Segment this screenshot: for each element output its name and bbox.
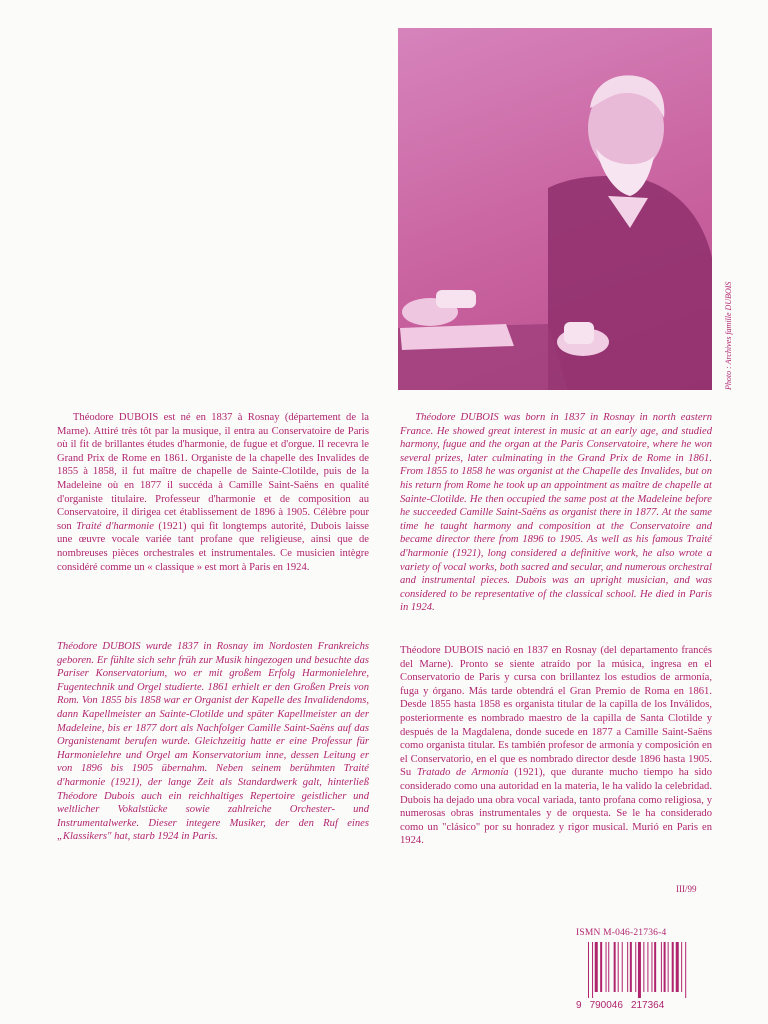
barcode-bar (654, 942, 656, 992)
barcode-bar (685, 942, 686, 998)
spanish-book-title: Tratado de Armonía (416, 767, 509, 779)
german-text: Théodore DUBOIS wurde 1837 in Rosnay im Nordosten Frankreichs geboren. Er fühlte sich sehr früh zur Musik hingezogen und besuchte das Pariser Konservatorium, wo er mit großem Erfolg Harmonielehre, Fugentechnik und Orgel studierte. 1861 erhielt er den Großen Preis von Rom. Von 1855 bis 1858 war er Organist der Kapelle des Invalidendoms, dann Kapellmeister an Sainte-Clotilde und später Kapellmeister an der Madeleine, bis er 1877 dort als Nachfolger Camille Saint-Saëns auf das Organistenamt berufen wurde. Gleichzeitig hatte er eine Professur für Harmonielehre und Orgel am Konservatorium inne, dessen Leitung er von 1896 bis 1905 übernahm. Neben seinem berühmten Traité d'harmonie (1921), der lange Zeit als Standardwerk galt, hinterließ Théodore Dubois auch ein reichhaltiges Repertoire geistlicher und weltlicher Vokalstücke sowie zahlreiche Orchester- und Instrumentalwerke. Dieser integere Musiker, der den Ruf eines „Klassikers" hat, starb 1924 in Paris. (57, 641, 369, 843)
french-text-2: (1921) qui fit longtemps autorité, Dubois laisse une œuvre vocale variée tant profane que religieuse, ainsi que de nombreuses pièces orchestrales et instrumentales. Ce musicien intègre considéré comme un « classique » est mort à Paris en 1924. (57, 520, 369, 573)
english-text: Théodore DUBOIS was born in 1837 in Rosnay in north eastern France. He showed great interest in music at an early age, and studied harmony, fugue and the organ at the Paris Conservatoire, where he won several prizes, later culminating in the Grand Prix de Rome in 1861. From 1855 to 1858 he was organist at the Chapelle des Invalides, but on his return from Rome he took up an appointment as maître de chapelle at Sainte-Clotilde. He then occupied the same post at the Madeleine before he succeeded Camille Saint-Saëns as organist there in 1877. At the same time he taught harmony and composition at the Conservatoire and became director there from 1896 to 1905. As well as his famous Traité d'harmonie (1921), long considered a definitive work, he also wrote a variety of vocal works, both sacred and secular, and numerous orchestral and instrumental pieces. Dubois was an upright musician, and was considered to be representative of the classical school. He died in Paris in 1924. (400, 412, 712, 614)
barcode-bar (672, 942, 674, 992)
barcode-bar (595, 942, 598, 992)
barcode-bar (592, 942, 593, 998)
barcode-bar (681, 942, 682, 992)
barcode-bar (664, 942, 666, 992)
barcode-bar (647, 942, 648, 992)
barcode-bar (608, 942, 609, 992)
french-book-title: Traité d'harmonie (76, 520, 154, 532)
barcode-bar (618, 942, 619, 992)
barcode-bar (661, 942, 662, 992)
spanish-biography (400, 644, 712, 848)
barcode-bar (635, 942, 636, 992)
barcode-bar (676, 942, 679, 992)
barcode-bar (668, 942, 669, 992)
barcode-bar (651, 942, 652, 992)
english-biography (400, 411, 712, 615)
barcode-bar (638, 942, 641, 998)
barcode-digits-right: 217364 (630, 1000, 665, 1011)
print-code: III/99 (676, 884, 697, 894)
barcode-bar (643, 942, 644, 992)
portrait-illustration (398, 28, 712, 390)
barcode-bar (614, 942, 616, 992)
barcode-bar (630, 942, 632, 992)
spanish-text-1: Théodore DUBOIS nació en 1837 en Rosnay (del departamento francés del Marne). Pronto se siente atraído por la música, ingresa en el Conservatorio de Paris y cursa con brillantez los estudios de armonía, fuga y órgano. Más tarde obtendrá el Gran Premio de Roma en 1861. Desde 1855 hasta 1858 es organista titular de la capilla de los Inválidos, posteriormente es nombrado maestro de la capilla de Santa Clotilde y después de la Magdalena, donde sucede en 1877 a Camille Saint-Saëns como organista titular. Es también profesor de armonía y composición en el Conservatorio, en el que es nombrado director desde 1896 hasta 1905. Su (400, 645, 712, 779)
barcode-bar (627, 942, 628, 992)
barcode-digits (576, 1000, 716, 1011)
french-biography (57, 411, 369, 574)
french-text-1: Théodore DUBOIS est né en 1837 à Rosnay (département de la Marne). Attiré très tôt par la musique, il entra au Conservatoire de Paris où il fit de brillantes études d'harmonie, de fugue et d'orgue. Il recevra le Grand Prix de Rome en 1861. Organiste de la chapelle des Invalides de 1855 à 1858, il fut maître de chapelle de Sainte-Clotilde, puis de la Madeleine où en 1877 il succéda à Camille Saint-Saëns en qualité d'organiste titulaire. Professeur d'harmonie et de composition au Conservatoire, il dirigea cet établissement de 1896 à 1905. Célèbre pour son (57, 412, 369, 532)
german-biography (57, 640, 369, 844)
spanish-text-2: (1921), que durante mucho tiempo ha sido considerado como una autoridad en la materia, le ha valido la celebridad. Dubois ha dejado una obra vocal variada, tanto profana como religiosa, y numerosas obras instrumentales y de orquesta. Se le ha considerado como un "clásico" por su honradez y rigor musical. Murió en Paris en 1924. (400, 767, 712, 847)
barcode-bar (600, 942, 602, 992)
portrait-photo (398, 28, 712, 390)
photo-credit: Photo : Archives famille DUBOIS (724, 281, 733, 390)
barcode-digits-left: 790046 (589, 1000, 623, 1011)
ismn-number: ISMN M-046-21736-4 (576, 928, 667, 938)
barcode-bar (622, 942, 623, 992)
barcode-bar (606, 942, 607, 992)
barcode (588, 942, 714, 998)
barcode-bar (588, 942, 589, 998)
barcode-digit-prefix: 9 (576, 1000, 582, 1011)
